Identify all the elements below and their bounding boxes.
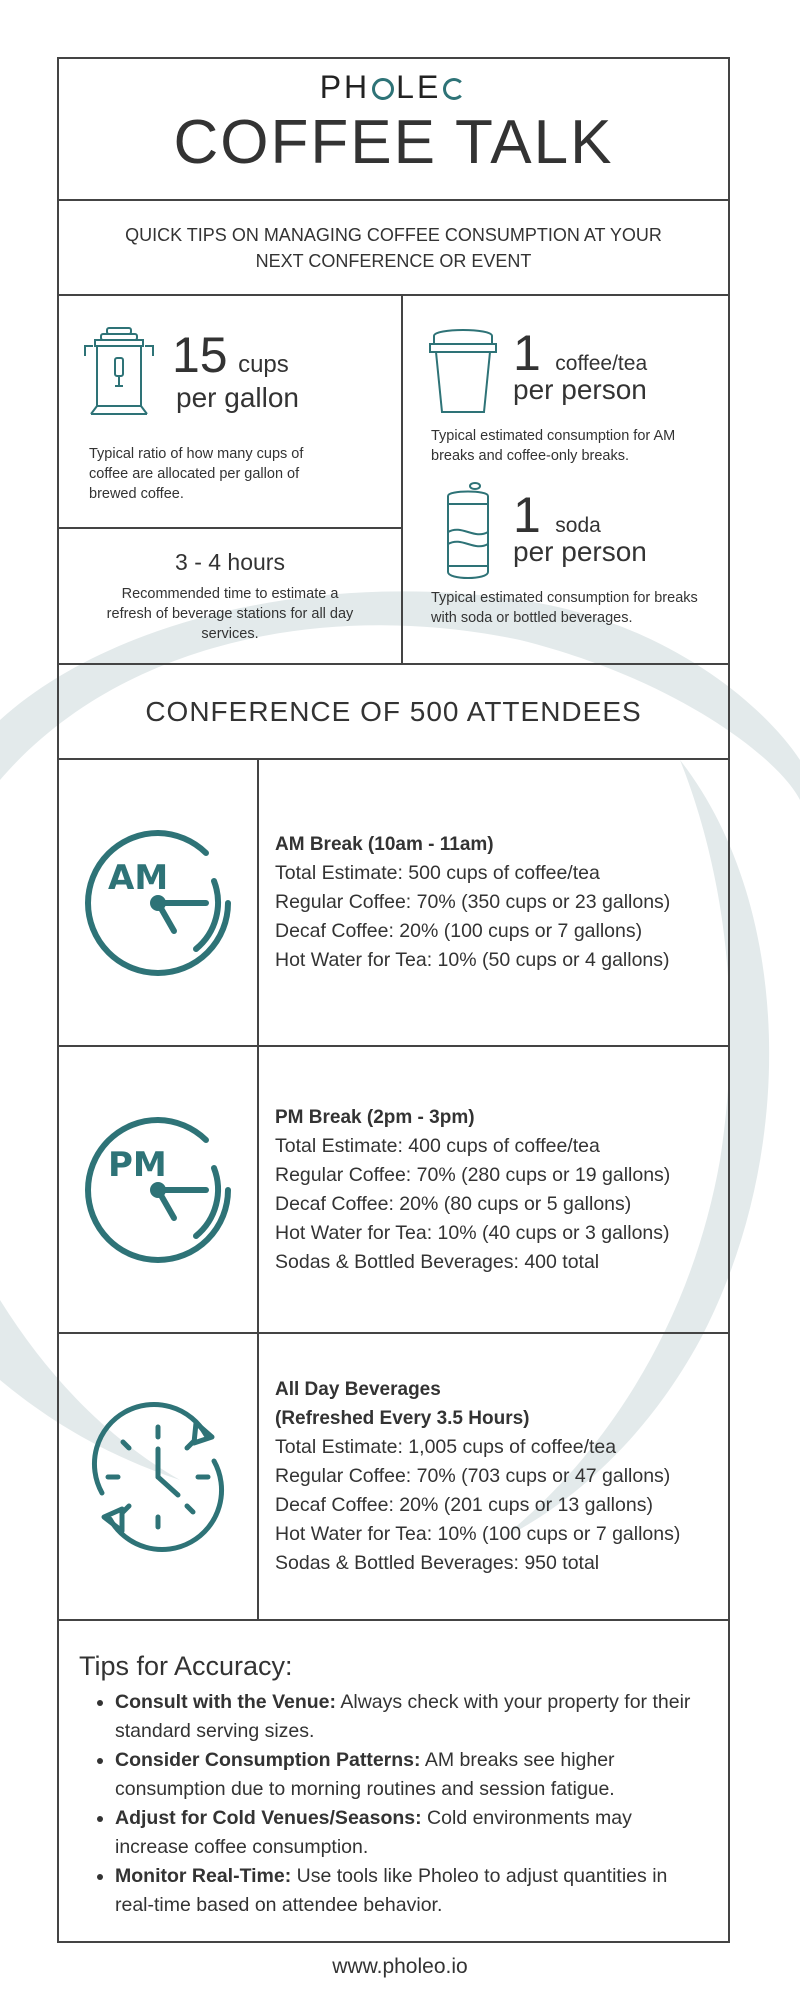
all-day-details (275, 1375, 680, 1578)
soda-desc: Typical estimated consumption for breaks with soda or bottled beverages. (431, 590, 698, 626)
tips-section (59, 1621, 728, 1941)
pm-label: PM (108, 1144, 167, 1185)
header (59, 59, 728, 201)
stats-block (59, 296, 728, 665)
am-break-tea: Hot Water for Tea: 10% (50 cups or 4 gallons) (275, 949, 670, 971)
am-break-decaf: Decaf Coffee: 20% (100 cups or 7 gallons) (275, 920, 643, 942)
list-item: • Adjust for Cold Venues/Seasons: Cold environments may increase coffee consumption. (115, 1804, 708, 1862)
all-day-decaf: Decaf Coffee: 20% (201 cups or 13 gallons) (275, 1494, 653, 1516)
hours-title: 3 - 4 hours (175, 549, 285, 575)
pm-break-details (275, 1103, 670, 1277)
pm-break-total: Total Estimate: 400 cups of coffee/tea (275, 1134, 600, 1157)
coffee-cup-icon (428, 326, 498, 416)
list-item: • Consult with the Venue: Always check with your property for their standard serving sizes. (115, 1688, 708, 1746)
all-day-row (59, 1334, 728, 1621)
soda-unit: soda (555, 514, 601, 537)
am-break-heading: AM Break (10am - 11am) (275, 834, 494, 855)
all-day-tea: Hot Water for Tea: 10% (100 cups or 7 gallons) (275, 1523, 681, 1545)
coffee-unit: coffee/tea (555, 352, 648, 375)
hours-desc: Recommended time to estimate a refresh of beverage stations for all day services. (106, 586, 354, 642)
am-break-row (59, 760, 728, 1047)
all-day-total: Total Estimate: 1,005 cups of coffee/tea (275, 1436, 617, 1458)
am-break-details (275, 830, 670, 975)
list-item: • Monitor Real-Time: Use tools like Pholeo to adjust quantities in real-time based on attendee behavior. (115, 1862, 708, 1920)
am-clock-icon (78, 823, 238, 983)
soda-can-icon (440, 482, 496, 584)
coffee-number: 1 (513, 325, 541, 381)
footer-url[interactable]: www.pholeo.io (332, 1955, 468, 1978)
coffee-per: per person (513, 374, 647, 405)
tips-list (79, 1688, 708, 1920)
all-day-heading: All Day Beverages (275, 1379, 441, 1400)
page-title: COFFEE TALK (173, 108, 614, 177)
stat-cups-per-gallon (59, 296, 401, 529)
stat-refresh-hours (59, 529, 401, 663)
am-break-total: Total Estimate: 500 cups of coffee/tea (275, 862, 600, 884)
am-label: AM (108, 857, 169, 898)
brand-logo: PH LE (59, 69, 728, 106)
coffee-desc: Typical estimated consumption for AM breaks and coffee-only breaks. (431, 428, 676, 464)
subhead-text: QUICK TIPS ON MANAGING COFFEE CONSUMPTION AT YOUR NEXT CONFERENCE OR EVENT (125, 224, 662, 271)
subhead (59, 201, 728, 296)
pm-break-decaf: Decaf Coffee: 20% (80 cups or 5 gallons) (275, 1192, 632, 1215)
am-break-regular: Regular Coffee: 70% (350 cups or 23 gallons) (275, 891, 671, 913)
tips-title: Tips for Accuracy: (79, 1651, 293, 1681)
pm-break-sodas: Sodas & Bottled Beverages: 400 total (275, 1250, 600, 1273)
all-day-subheading: (Refreshed Every 3.5 Hours) (275, 1408, 530, 1429)
pm-break-row (59, 1047, 728, 1334)
pm-break-heading: PM Break (2pm - 3pm) (275, 1106, 475, 1128)
conference-title: CONFERENCE OF 500 ATTENDEES (145, 695, 642, 727)
conference-banner (59, 665, 728, 760)
pm-break-tea: Hot Water for Tea: 10% (40 cups or 3 gallons) (275, 1221, 670, 1244)
gallon-number: 15 (172, 327, 228, 383)
gallon-unit: cups (238, 351, 289, 378)
pm-clock-icon (78, 1110, 238, 1270)
soda-per: per person (513, 536, 647, 567)
all-day-sodas: Sodas & Bottled Beverages: 950 total (275, 1552, 600, 1574)
gallon-desc: Typical ratio of how many cups of coffee are allocated per gallon of brewed coffee. (89, 446, 304, 502)
logo-o-icon (372, 78, 394, 100)
refresh-clock-icon (78, 1397, 238, 1557)
logo-o-icon (443, 78, 465, 100)
urn-icon (81, 326, 157, 416)
gallon-per: per gallon (176, 382, 299, 413)
all-day-regular: Regular Coffee: 70% (703 cups or 47 gallons) (275, 1465, 671, 1487)
infographic-frame (57, 57, 730, 1943)
soda-number: 1 (513, 487, 541, 543)
list-item: • Consider Consumption Patterns: AM breaks see higher consumption due to morning routines and session fatigue. (115, 1746, 708, 1804)
pm-break-regular: Regular Coffee: 70% (280 cups or 19 gallons) (275, 1163, 671, 1186)
